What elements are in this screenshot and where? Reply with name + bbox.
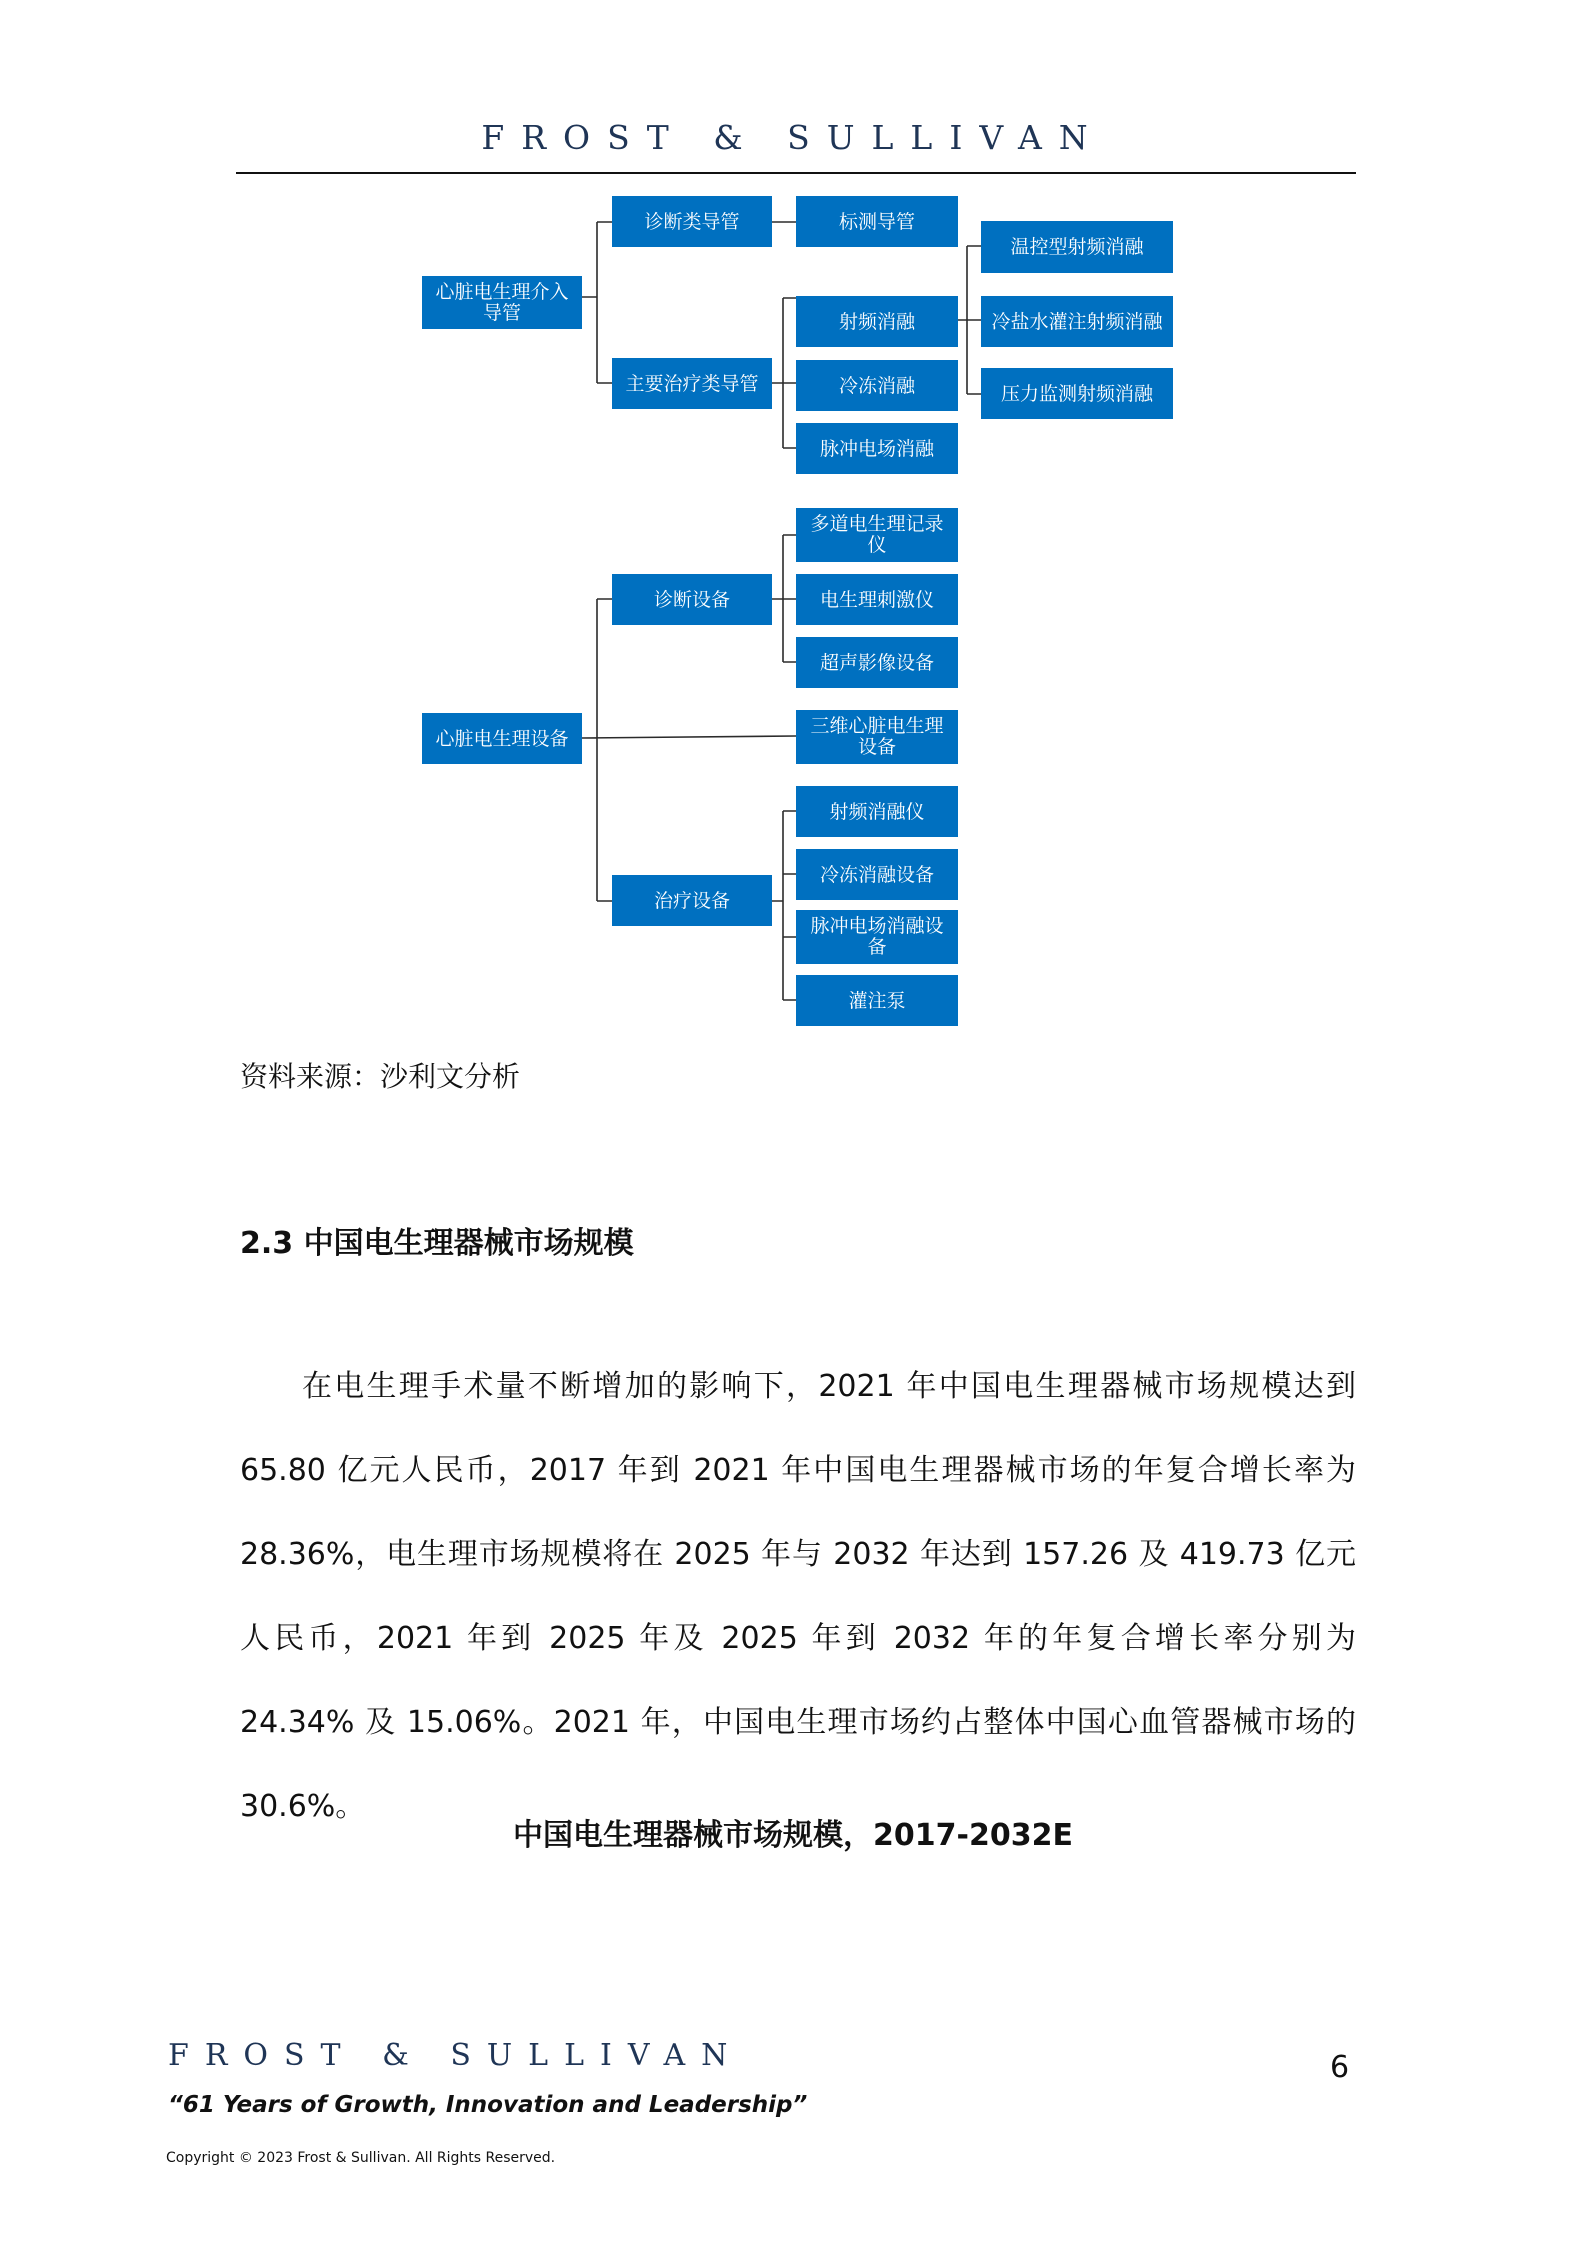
- header-brand: FROST & SULLIVAN: [481, 118, 1105, 157]
- d1-ther-connector: [772, 298, 796, 448]
- chart-title: 中国电生理器械市场规模，2017-2032E: [513, 1818, 1073, 1853]
- source-note: 资料来源：沙利文分析: [240, 1060, 521, 1093]
- d2-pump-box: 灌注泵: [796, 975, 958, 1026]
- d2-rf-gen-box: 射频消融仪: [796, 786, 958, 837]
- d1-cryo-box: 冷冻消融: [796, 360, 958, 411]
- footer-tagline: “61 Years of Growth, Innovation and Leadership”: [168, 2092, 808, 2118]
- d2-recorder-box: 多道电生理记录 仪: [796, 508, 958, 562]
- d1-saline-rf-box: 冷盐水灌注射频消融: [981, 296, 1173, 347]
- d2-root-box: 心脏电生理设备: [422, 713, 582, 764]
- body-paragraph-wrapper: [240, 1345, 1356, 1849]
- copyright: Copyright © 2023 Frost & Sullivan. All Rights Reserved.: [166, 2150, 556, 2166]
- d2-pfa-dev-box: 脉冲电场消融设 备: [796, 910, 958, 964]
- body-paragraph: 在电生理手术量不断增加的影响下，2021 年中国电生理器械市场规模达到 65.80 亿元人民币，2017 年到 2021 年中国电生理器械市场的年复合增长率为 28.36%，电生理市场规模将在 2025 年与 2032 年达到 157.26 及 419.73 亿元人民币，2021 年到 2025 年及 2025 年到 2032 年的年复合增长率分别为 24.34% 及 15.06%。2021 年，中国电生理市场约占整体中国心血管器械市场的 30.6%。: [240, 1369, 1356, 1824]
- section-title: 2.3 中国电生理器械市场规模: [240, 1226, 634, 1261]
- d2-root-connector: [582, 599, 796, 901]
- d1-root-connector: [582, 222, 612, 383]
- page-number: 6: [1330, 2050, 1350, 2085]
- d2-diagnostic-box: 诊断设备: [612, 574, 772, 625]
- d1-root-box: 心脏电生理介入 导管: [422, 276, 582, 329]
- d1-rf-connector: [958, 246, 981, 394]
- d1-pfa-box: 脉冲电场消融: [796, 423, 958, 474]
- d2-ther-connector: [772, 811, 796, 1000]
- d1-rf-box: 射频消融: [796, 296, 958, 347]
- d1-diagnostic-box: 诊断类导管: [612, 196, 772, 247]
- d1-mapping-box: 标测导管: [796, 196, 958, 247]
- d2-diag-connector: [772, 535, 796, 662]
- d1-therapeutic-box: 主要治疗类导管: [612, 358, 772, 409]
- d2-cryo-dev-box: 冷冻消融设备: [796, 849, 958, 900]
- d2-stimulator-box: 电生理刺激仪: [796, 574, 958, 625]
- d2-ultrasound-box: 超声影像设备: [796, 637, 958, 688]
- d1-pressure-rf-box: 压力监测射频消融: [981, 368, 1173, 419]
- d2-therapeutic-box: 治疗设备: [612, 875, 772, 926]
- diagram-connectors: [0, 0, 1586, 1040]
- footer-brand: FROST & SULLIVAN: [168, 2038, 744, 2073]
- d2-mapping3d-box: 三维心脏电生理 设备: [796, 710, 958, 764]
- d1-temp-rf-box: 温控型射频消融: [981, 221, 1173, 273]
